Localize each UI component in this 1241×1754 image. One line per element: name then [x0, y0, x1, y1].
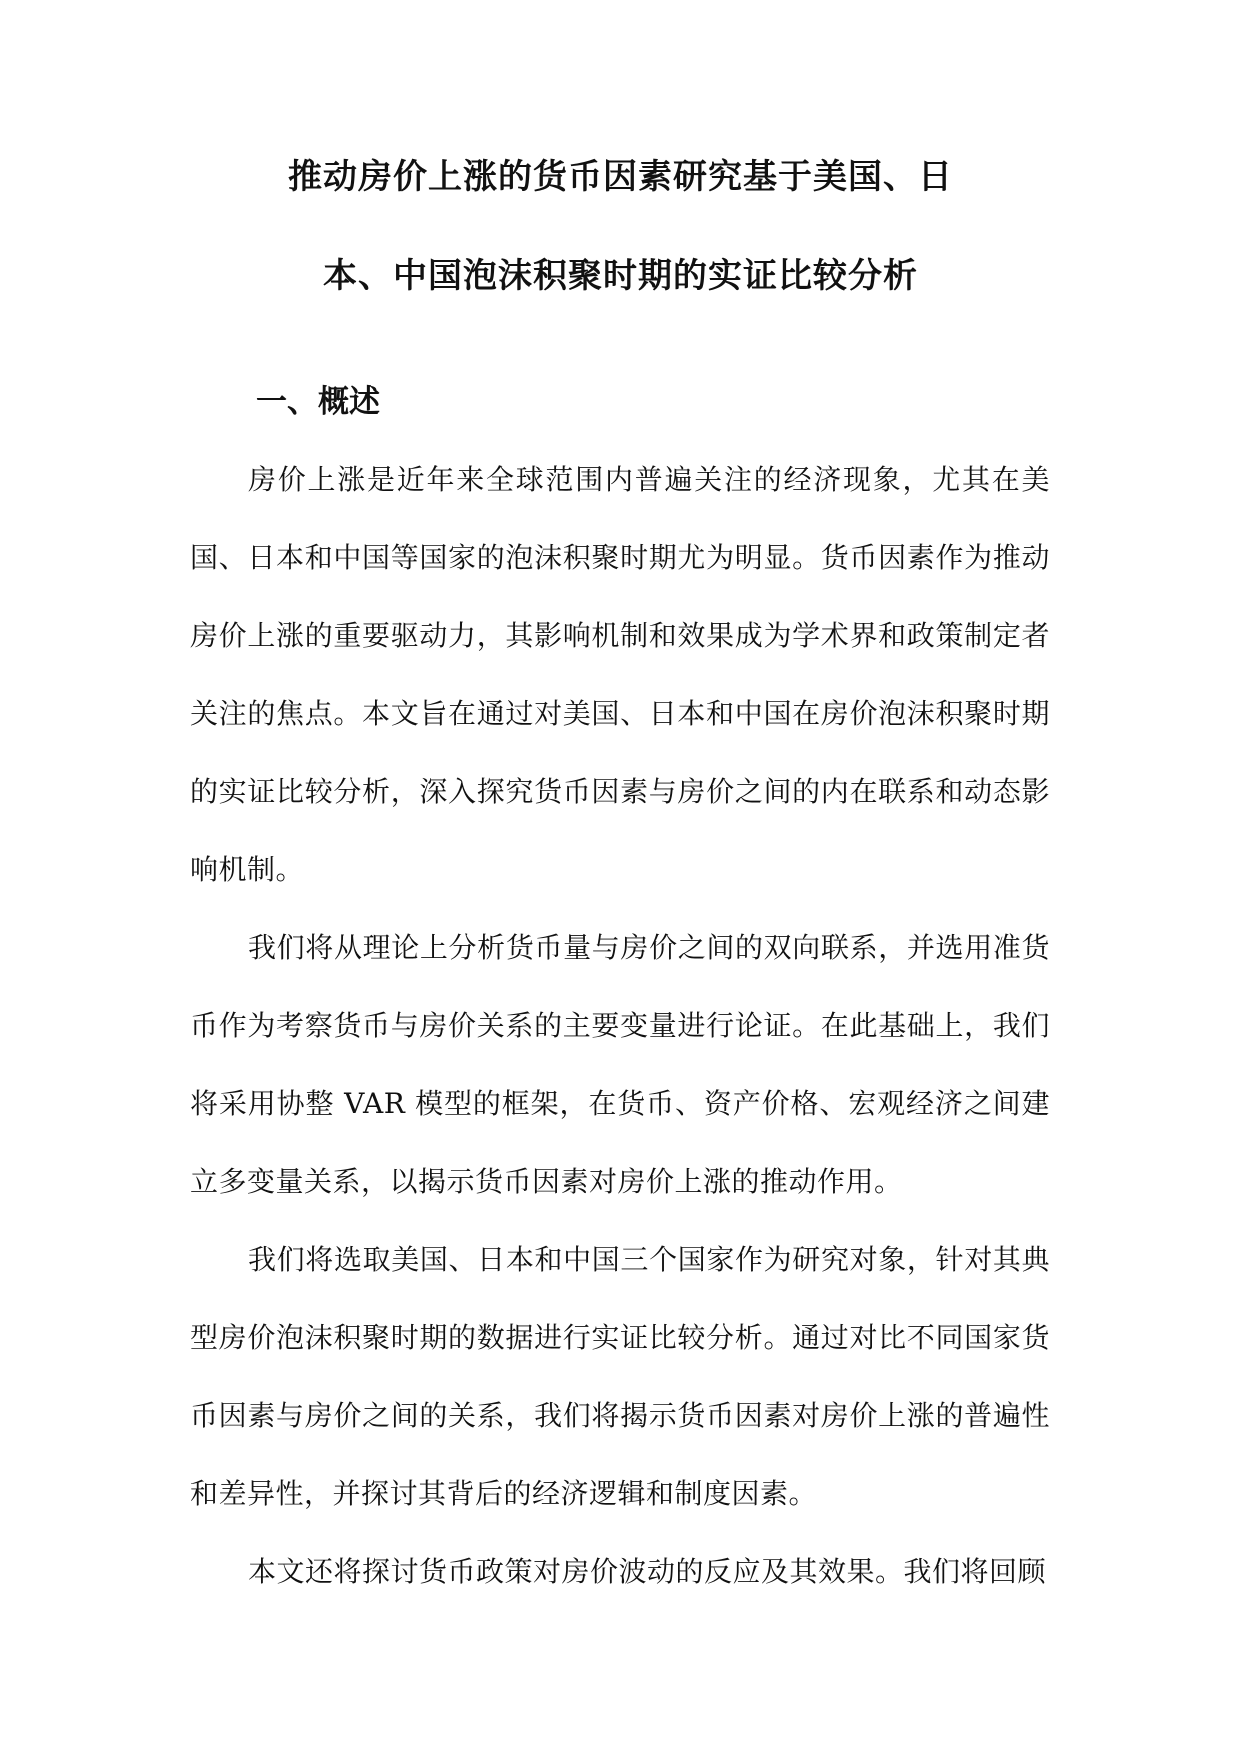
document-title-line-2: 本、中国泡沫积聚时期的实证比较分析 — [323, 256, 918, 296]
paragraph-4: 本文还将探讨货币政策对房价波动的反应及其效果。我们将回顾 — [248, 1555, 1047, 1588]
body-text — [190, 441, 1050, 1611]
paragraph-1: 房价上涨是近年来全球范围内普遍关注的经济现象，尤其在美国、日本和中国等国家的泡沫积聚时期尤为明显。货币因素作为推动房价上涨的重要驱动力，其影响机制和效果成为学术界和政策制定者关注的焦点。本文旨在通过对美国、日本和中国在房价泡沫积聚时期的实证比较分析，深入探究货币因素与房价之间的内在联系和动态影响机制。 — [190, 463, 1050, 886]
section-heading: 一、概述 — [256, 384, 380, 420]
paragraph-3: 我们将选取美国、日本和中国三个国家作为研究对象，针对其典型房价泡沫积聚时期的数据进行实证比较分析。通过对比不同国家货币因素与房价之间的关系，我们将揭示货币因素对房价上涨的普遍性和差异性，并探讨其背后的经济逻辑和制度因素。 — [190, 1243, 1050, 1510]
paragraph-2: 我们将从理论上分析货币量与房价之间的双向联系，并选用准货币作为考察货币与房价关系的主要变量进行论证。在此基础上，我们将采用协整 VAR 模型的框架，在货币、资产价格、宏观经济之间建立多变量关系，以揭示货币因素对房价上涨的推动作用。 — [190, 931, 1050, 1198]
document-title-line-1: 推动房价上涨的货币因素研究基于美国、日 — [288, 157, 953, 197]
